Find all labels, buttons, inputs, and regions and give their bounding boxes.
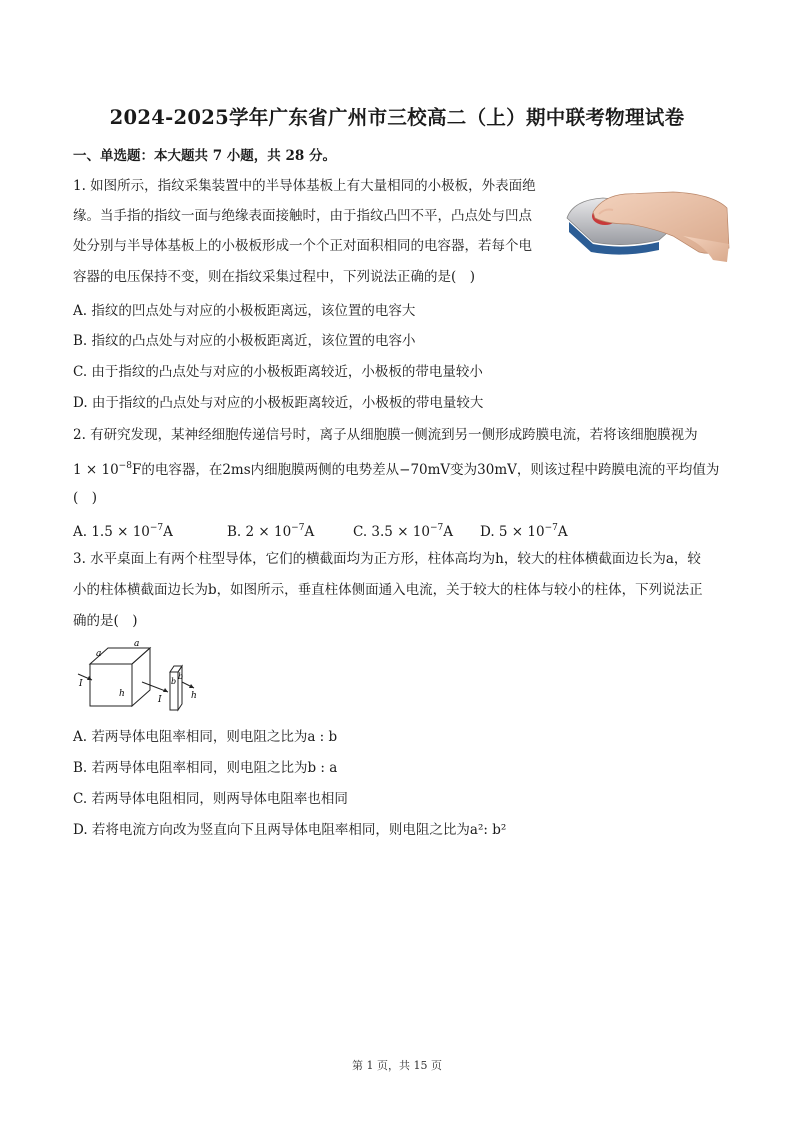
q3-stem-line: 确的是( ): [73, 613, 138, 629]
option-exponent: −7: [429, 523, 444, 533]
q3-option-a: A. 若两导体电阻率相同，则电阻之比为a : b: [73, 729, 338, 745]
q1-stem-line: 处分别与半导体基板上的小极板形成一个个正对面积相同的电容器，若每个电: [73, 238, 532, 254]
fig-label-h: h: [191, 691, 197, 701]
q3-option-d: D. 若将电流方向改为竖直向下且两导体电阻率相同，则电阻之比为a²: b²: [73, 822, 507, 838]
option-unit: A: [443, 524, 454, 540]
option-unit: A: [557, 524, 568, 540]
q2-stem-line: [73, 456, 719, 480]
q3-stem-line: 3. 水平桌面上有两个柱型导体，它们的横截面均为正方形，柱体高均为h，较大的柱体横截面边长为a，较: [73, 551, 701, 567]
q1-option-a: A. 指纹的凹点处与对应的小极板距离远，该位置的电容大: [73, 303, 416, 319]
option-label: B. 2 × 10: [227, 524, 292, 540]
q3-option-c: C. 若两导体电阻相同，则两导体电阻率也相同: [73, 791, 348, 807]
fig-label-b: b: [178, 672, 184, 681]
option-exponent: −7: [149, 523, 164, 533]
section-heading: 一、单选题：本大题共 7 小题，共 28 分。: [73, 148, 336, 164]
option-unit: A: [163, 524, 173, 540]
option-label: C. 3.5 × 10: [353, 524, 430, 540]
fingerprint-scanner-figure: [563, 178, 731, 274]
q2-option-d: [480, 518, 568, 542]
q1-option-b: B. 指纹的凸点处与对应的小极板距离近，该位置的电容小: [73, 333, 416, 349]
option-exponent: −7: [544, 523, 558, 533]
option-label: A. 1.5 × 10: [73, 524, 150, 540]
q3-option-b: B. 若两导体电阻率相同，则电阻之比为b : a: [73, 760, 338, 776]
fig-label-b: b: [171, 677, 177, 686]
fig-label-current: I: [158, 695, 162, 705]
exam-title: 2024-2025学年广东省广州市三校高二（上）期中联考物理试卷: [109, 106, 685, 129]
q2-stem-line: ( ): [73, 490, 98, 506]
option-label: D. 5 × 10: [480, 524, 545, 540]
q2-stem-text: F的电容器，在2ms内细胞膜两侧的电势差从−70mV变为30mV，则该过程中跨膜电流的平均值为: [131, 462, 720, 478]
q2-stem-line: 2. 有研究发现，某神经细胞传递信号时，离子从细胞膜一侧流到另一侧形成跨膜电流，若将该细胞膜视为: [73, 427, 698, 443]
option-exponent: −7: [291, 523, 305, 533]
q2-capacitance-value: 1 × 10: [73, 462, 119, 478]
fig-label-current: I: [79, 679, 83, 689]
q3-stem-line: 小的柱体横截面边长为b，如图所示，垂直柱体侧面通入电流，关于较大的柱体与较小的柱体，下列说法正: [73, 582, 703, 598]
conductor-blocks-figure: [76, 638, 204, 714]
q2-option-a: [73, 518, 173, 542]
fig-label-a: a: [96, 649, 102, 659]
q2-option-b: [227, 518, 314, 542]
q1-stem-line: 1. 如图所示，指纹采集装置中的半导体基板上有大量相同的小极板，外表面绝: [73, 178, 536, 194]
option-unit: A: [304, 524, 315, 540]
page-footer: 第 1 页，共 15 页: [352, 1059, 442, 1072]
fig-label-h: h: [119, 689, 125, 699]
fig-label-a: a: [134, 639, 140, 649]
q1-stem-line: 容器的电压保持不变，则在指纹采集过程中，下列说法正确的是( ): [73, 269, 476, 285]
q1-option-d: D. 由于指纹的凸点处与对应的小极板距离较近，小极板的带电量较大: [73, 395, 484, 411]
q1-option-c: C. 由于指纹的凸点处与对应的小极板距离较近，小极板的带电量较小: [73, 364, 483, 380]
q1-stem-line: 缘。当手指的指纹一面与绝缘表面接触时，由于指纹凸凹不平，凸点处与凹点: [73, 208, 532, 224]
q2-option-c: [353, 518, 453, 542]
q2-capacitance-exponent: −8: [118, 461, 132, 471]
